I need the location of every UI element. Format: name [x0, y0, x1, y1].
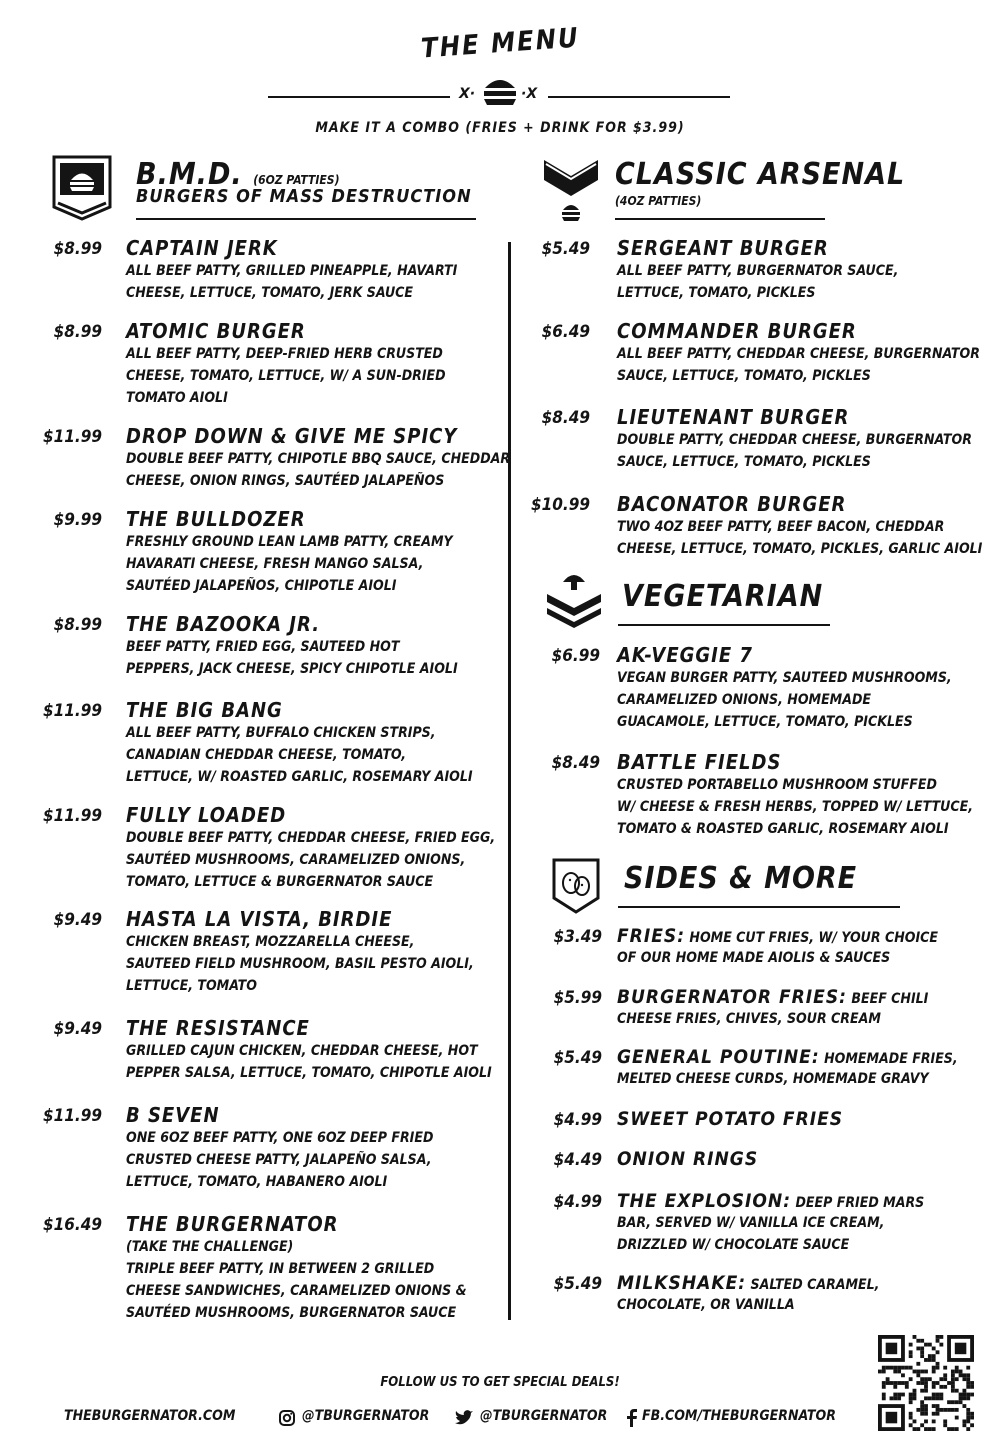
- item-name: THE BAZOOKA JR.: [126, 612, 321, 636]
- item-name: GENERAL POUTINE:: [617, 1046, 820, 1068]
- item-price: $9.49: [53, 1019, 102, 1039]
- bmd-rule: [136, 218, 476, 220]
- item-description: ALL BEEF PATTY, GRILLED PINEAPPLE, HAVARTI CHEESE, LETTUCE, TOMATO, JERK SAUCE: [126, 263, 458, 301]
- title-rule-left: [268, 96, 450, 98]
- item-name: BURGERNATOR FRIES:: [617, 986, 847, 1008]
- item-description: VEGAN BURGER PATTY, SAUTEED MUSHROOMS, CARAMELIZED ONIONS, HOMEMADE GUACAMOLE, LETTUCE, TOMATO, PICKLES: [617, 670, 952, 730]
- item-description-continued: OF OUR HOME MADE AIOLIS & SAUCES: [617, 950, 891, 966]
- item-line: [617, 925, 938, 947]
- item-price: $8.49: [541, 408, 590, 428]
- burger-shield-icon: [52, 155, 112, 221]
- item-description: HOMEMADE FRIES,: [819, 1051, 958, 1067]
- twitter-icon: [454, 1409, 474, 1427]
- page-title: THE MENU: [419, 22, 581, 65]
- item-description: SALTED CARAMEL,: [746, 1277, 880, 1293]
- item-name: FRIES:: [617, 925, 686, 947]
- item-name: THE BURGERNATOR: [126, 1212, 339, 1236]
- item-description: BEEF PATTY, FRIED EGG, SAUTEED HOT PEPPERS, JACK CHEESE, SPICY CHIPOTLE AIOLI: [126, 639, 458, 677]
- item-price: $8.99: [53, 615, 102, 635]
- item-price: $5.49: [553, 1048, 602, 1068]
- item-description: DEEP FRIED MARS: [791, 1195, 925, 1211]
- qr-code-icon[interactable]: [878, 1335, 974, 1431]
- item-name: THE BIG BANG: [126, 698, 283, 722]
- item-name: SERGEANT BURGER: [617, 236, 829, 260]
- item-price: $5.49: [553, 1274, 602, 1294]
- item-description: ALL BEEF PATTY, CHEDDAR CHEESE, BURGERNATOR SAUCE, LETTUCE, TOMATO, PICKLES: [617, 346, 980, 384]
- item-price: $4.99: [553, 1110, 602, 1130]
- item-name: ATOMIC BURGER: [126, 319, 306, 343]
- item-price: $6.49: [541, 322, 590, 342]
- item-name: THE BULLDOZER: [126, 507, 306, 531]
- item-price: $10.99: [530, 495, 590, 515]
- item-price: $3.49: [553, 927, 602, 947]
- sides-title: SIDES & MORE: [624, 861, 858, 896]
- sides-rule: [618, 906, 900, 908]
- burger-icon: [455, 72, 545, 112]
- svg-text:x·: x·: [459, 86, 476, 102]
- item-name: BATTLE FIELDS: [617, 750, 782, 774]
- item-name: CAPTAIN JERK: [126, 236, 278, 260]
- instagram-handle[interactable]: @TBURGERNATOR: [302, 1408, 430, 1424]
- item-price: $5.49: [541, 239, 590, 259]
- item-name: THE EXPLOSION:: [617, 1190, 792, 1212]
- item-description: BEEF CHILI: [847, 991, 929, 1007]
- item-name: B SEVEN: [126, 1103, 220, 1127]
- twitter-handle[interactable]: @TBURGERNATOR: [480, 1408, 608, 1424]
- item-description-continued: CHOCOLATE, OR VANILLA: [617, 1297, 795, 1313]
- item-price: $4.99: [553, 1192, 602, 1212]
- chevron-burger-icon: [542, 158, 600, 226]
- item-line: [617, 1190, 924, 1212]
- item-description-continued: MELTED CHEESE CURDS, HOMEMADE GRAVY: [617, 1071, 929, 1087]
- item-description-continued: CHEESE FRIES, CHIVES, SOUR CREAM: [617, 1011, 881, 1027]
- classic-note: (4OZ PATTIES): [615, 194, 702, 208]
- instagram-icon: [278, 1409, 296, 1427]
- item-price: $11.99: [42, 1106, 102, 1126]
- item-price: $4.49: [553, 1150, 602, 1170]
- item-price: $8.99: [53, 239, 102, 259]
- item-name: DROP DOWN & GIVE ME SPICY: [126, 424, 458, 448]
- item-name: COMMANDER BURGER: [617, 319, 857, 343]
- item-description: HOME CUT FRIES, W/ YOUR CHOICE: [685, 930, 938, 946]
- item-name: THE RESISTANCE: [126, 1016, 310, 1040]
- item-description: CHICKEN BREAST, MOZZARELLA CHEESE, SAUTEED FIELD MUSHROOM, BASIL PESTO AIOLI, LETTUCE, TOMATO: [126, 934, 474, 994]
- item-description: ALL BEEF PATTY, DEEP-FRIED HERB CRUSTED CHEESE, TOMATO, LETTUCE, W/ A SUN-DRIED TOMATO AIOLI: [126, 346, 446, 406]
- combo-offer: MAKE IT A COMBO (FRIES + DRINK FOR $3.99): [315, 120, 685, 136]
- item-description: TWO 4OZ BEEF PATTY, BEEF BACON, CHEDDAR CHEESE, LETTUCE, TOMATO, PICKLES, GARLIC AIOLI: [617, 519, 983, 557]
- item-line: [617, 1046, 958, 1068]
- social-links: [60, 1408, 860, 1432]
- item-line: [617, 1148, 758, 1170]
- classic-rule: [615, 218, 825, 220]
- bmd-subtitle: BURGERS OF MASS DESTRUCTION: [136, 186, 472, 207]
- item-description: DOUBLE PATTY, CHEDDAR CHEESE, BURGERNATOR SAUCE, LETTUCE, TOMATO, PICKLES: [617, 432, 972, 470]
- potato-shield-icon: [552, 858, 600, 914]
- item-price: $6.99: [551, 646, 600, 666]
- item-price: $11.99: [42, 701, 102, 721]
- item-description: CRUSTED PORTABELLO MUSHROOM STUFFED W/ CHEESE & FRESH HERBS, TOPPED W/ LETTUCE, TOMATO & ROASTED GARLIC, ROSEMARY AIOLI: [617, 777, 973, 837]
- item-description: ALL BEEF PATTY, BURGERNATOR SAUCE, LETTUCE, TOMATO, PICKLES: [617, 263, 899, 301]
- item-name: AK-VEGGIE 7: [617, 643, 753, 667]
- item-description: DOUBLE BEEF PATTY, CHIPOTLE BBQ SAUCE, CHEDDAR CHEESE, ONION RINGS, SAUTÉED JALAPEÑOS: [126, 451, 511, 489]
- item-name: BACONATOR BURGER: [617, 492, 847, 516]
- vegetarian-rule: [618, 624, 830, 626]
- item-price: $11.99: [42, 427, 102, 447]
- item-price: $8.99: [53, 322, 102, 342]
- item-description: DOUBLE BEEF PATTY, CHEDDAR CHEESE, FRIED EGG, SAUTÉED MUSHROOMS, CARAMELIZED ONIONS, TOMATO, LETTUCE & BURGERNATOR SAUCE: [126, 830, 496, 890]
- item-description: (TAKE THE CHALLENGE) TRIPLE BEEF PATTY, IN BETWEEN 2 GRILLED CHEESE SANDWICHES, CARAMELIZED ONIONS & SAUTÉED MUSHROOMS, BURGERNATOR SAUCE: [126, 1239, 467, 1321]
- item-name: LIEUTENANT BURGER: [617, 405, 850, 429]
- title-rule-right: [548, 96, 730, 98]
- bmd-title: B.M.D.: [136, 157, 243, 192]
- facebook-link[interactable]: FB.COM/THEBURGERNATOR: [642, 1408, 836, 1424]
- item-line: [617, 1272, 879, 1294]
- item-description-continued: BAR, SERVED W/ VANILLA ICE CREAM, DRIZZLED W/ CHOCOLATE SAUCE: [617, 1215, 885, 1253]
- item-line: [617, 986, 928, 1008]
- item-name: FULLY LOADED: [126, 803, 287, 827]
- vegetarian-title: VEGETARIAN: [622, 579, 824, 614]
- item-name: HASTA LA VISTA, BIRDIE: [126, 907, 393, 931]
- website-link[interactable]: THEBURGERNATOR.COM: [64, 1408, 236, 1424]
- item-price: $5.99: [553, 988, 602, 1008]
- svg-text:·x: ·x: [521, 86, 538, 102]
- item-name: MILKSHAKE:: [617, 1272, 747, 1294]
- item-price: $11.99: [42, 806, 102, 826]
- item-description: FRESHLY GROUND LEAN LAMB PATTY, CREAMY HAVARATI CHEESE, FRESH MANGO SALSA, SAUTÉED JALAPEÑOS, CHIPOTLE AIOLI: [126, 534, 453, 594]
- menu-header: [0, 22, 1000, 65]
- classic-title: CLASSIC ARSENAL: [615, 157, 906, 192]
- item-price: $16.49: [42, 1215, 102, 1235]
- item-description: GRILLED CAJUN CHICKEN, CHEDDAR CHEESE, HOT PEPPER SALSA, LETTUCE, TOMATO, CHIPOTLE AIOLI: [126, 1043, 492, 1081]
- item-description: ONE 6OZ BEEF PATTY, ONE 6OZ DEEP FRIED CRUSTED CHEESE PATTY, JALAPEÑO SALSA, LETTUCE, TOMATO, HABANERO AIOLI: [126, 1130, 434, 1190]
- chevron-mushroom-icon: [545, 568, 603, 630]
- item-name: ONION RINGS: [617, 1148, 759, 1170]
- item-price: $9.99: [53, 510, 102, 530]
- bmd-note: (6OZ PATTIES): [253, 173, 340, 187]
- item-line: [617, 1108, 843, 1130]
- item-name: SWEET POTATO FRIES: [617, 1108, 844, 1130]
- item-description: ALL BEEF PATTY, BUFFALO CHICKEN STRIPS, CANADIAN CHEDDAR CHEESE, TOMATO, LETTUCE, W/ ROASTED GARLIC, ROSEMARY AIOLI: [126, 725, 473, 785]
- item-price: $8.49: [551, 753, 600, 773]
- column-divider: [508, 242, 511, 1320]
- facebook-icon: [626, 1409, 638, 1427]
- follow-text: FOLLOW US TO GET SPECIAL DEALS!: [380, 1375, 620, 1390]
- item-price: $9.49: [53, 910, 102, 930]
